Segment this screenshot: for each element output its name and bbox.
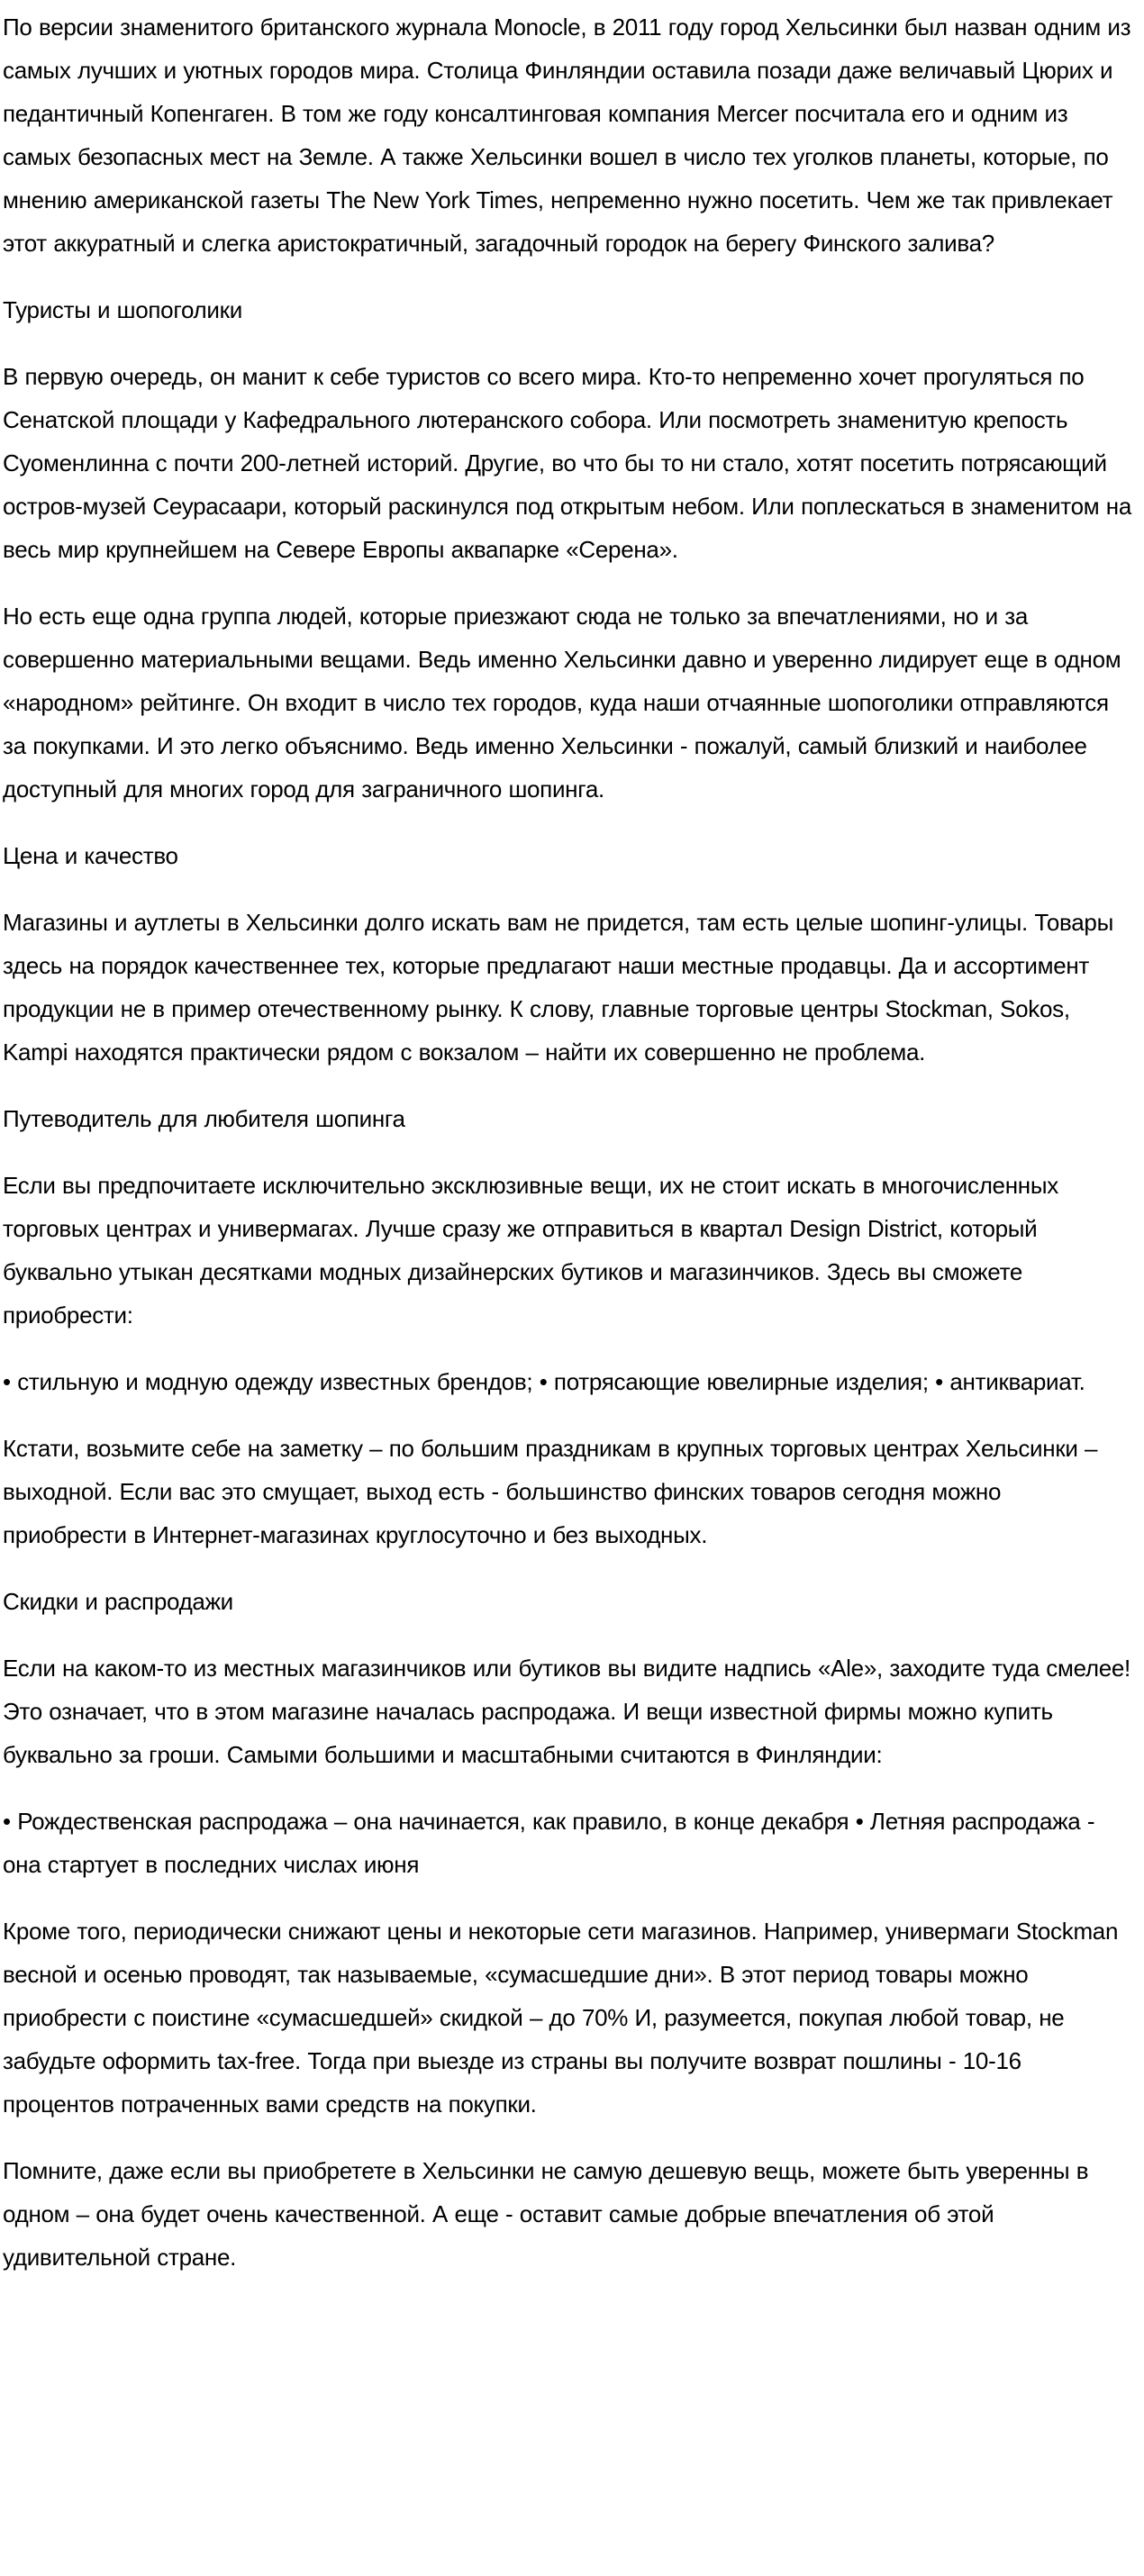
section-heading-sales: Скидки и распродажи <box>3 1588 233 1615</box>
bullet-list-guide: • стильную и модную одежду известных брендов; • потрясающие ювелирные изделия; • антиквариат. <box>3 1368 1085 1395</box>
paragraph-tourists-1: В первую очередь, он манит к себе туристов со всего мира. Кто-то непременно хочет прогуляться по Сенатской площади у Кафедрального лютеранского собора. Или посмотреть знаменитую крепость Суоменлинна с почти 200-летней историй. Другие, во что бы то ни стало, хотят посетить потрясающий остров-музей Сеурасаари, который раскинулся под открытым небом. Или поплескаться в знаменитом на весь мир крупнейшем на Севере Европы аквапарке «Серена». <box>3 363 1131 563</box>
closing-paragraph: Помните, даже если вы приобретете в Хельсинки не самую дешевую вещь, можете быть уверенны в одном – она будет очень качественной. А еще - оставит самые добрые впечатления об этой удивительной стране. <box>3 2157 1089 2271</box>
paragraph-tourists-2: Но есть еще одна группа людей, которые приезжают сюда не только за впечатлениями, но и за совершенно материальными вещами. Ведь именно Хельсинки давно и уверенно лидирует еще в одном «народном» рейтинге. Он входит в число тех городов, куда наши отчаянные шопоголики отправляются за покупками. И это легко объяснимо. Ведь именно Хельсинки - пожалуй, самый близкий и наиболее доступный для многих город для заграничного шопинга. <box>3 603 1121 803</box>
paragraph-price-1: Магазины и аутлеты в Хельсинки долго искать вам не придется, там есть целые шопинг-улицы. Товары здесь на порядок качественнее тех, которые предлагают наши местные продавцы. Да и ассортимент продукции не в пример отечественному рынку. К слову, главные торговые центры Stockman, Sokos, Kampi находятся практически рядом с вокзалом – найти их совершенно не проблема. <box>3 909 1113 1066</box>
paragraph-guide-2: Кстати, возьмите себе на заметку – по большим праздникам в крупных торговых центрах Хельсинки – выходной. Если вас это смущает, выход есть - большинство финских товаров сегодня можно приобрести в Интернет-магазинах круглосуточно и без выходных. <box>3 1435 1098 1548</box>
paragraph-sales-1: Если на каком-то из местных магазинчиков или бутиков вы видите надпись «Ale», заходите туда смелее! Это означает, что в этом магазине началась распродажа. И вещи известной фирмы можно купить буквально за гроши. Самыми большими и масштабными считаются в Финляндии: <box>3 1655 1130 1768</box>
section-heading-tourists: Туристы и шопоголики <box>3 296 242 323</box>
section-heading-price: Цена и качество <box>3 842 178 869</box>
paragraph-sales-2: Кроме того, периодически снижают цены и некоторые сети магазинов. Например, универмаги Stockman весной и осенью проводят, так называемые, «сумасшедшие дни». В этот период товары можно приобрести с поистине «сумасшедшей» скидкой – до 70% И, разумеется, покупая любой товар, не забудьте оформить tax-free. Тогда при выезде из страны вы получите возврат пошлины - 10-16 процентов потраченных вами средств на покупки. <box>3 1918 1119 2118</box>
section-heading-guide: Путеводитель для любителя шопинга <box>3 1105 405 1132</box>
intro-paragraph: По версии знаменитого британского журнала Monocle, в 2011 году город Хельсинки был назван одним из самых лучших и уютных городов мира. Столица Финляндии оставила позади даже величавый Цюрих и педантичный Копенгаген. В том же году консалтинговая компания Mercer посчитала его и одним из самых безопасных мест на Земле. А также Хельсинки вошел в число тех уголков планеты, которые, по мнению американской газеты The New York Times, непременно нужно посетить. Чем же так привлекает этот аккуратный и слегка аристократичный, загадочный городок на берегу Финского залива? <box>3 14 1131 257</box>
paragraph-guide-1: Если вы предпочитаете исключительно эксклюзивные вещи, их не стоит искать в многочисленных торговых центрах и универмагах. Лучше сразу же отправиться в квартал Design District, который буквально утыкан десятками модных дизайнерских бутиков и магазинчиков. Здесь вы сможете приобрести: <box>3 1172 1058 1329</box>
bullet-list-sales: • Рождественская распродажа – она начинается, как правило, в конце декабря • Летняя распродажа - она стартует в последних числах июня <box>3 1808 1095 1878</box>
